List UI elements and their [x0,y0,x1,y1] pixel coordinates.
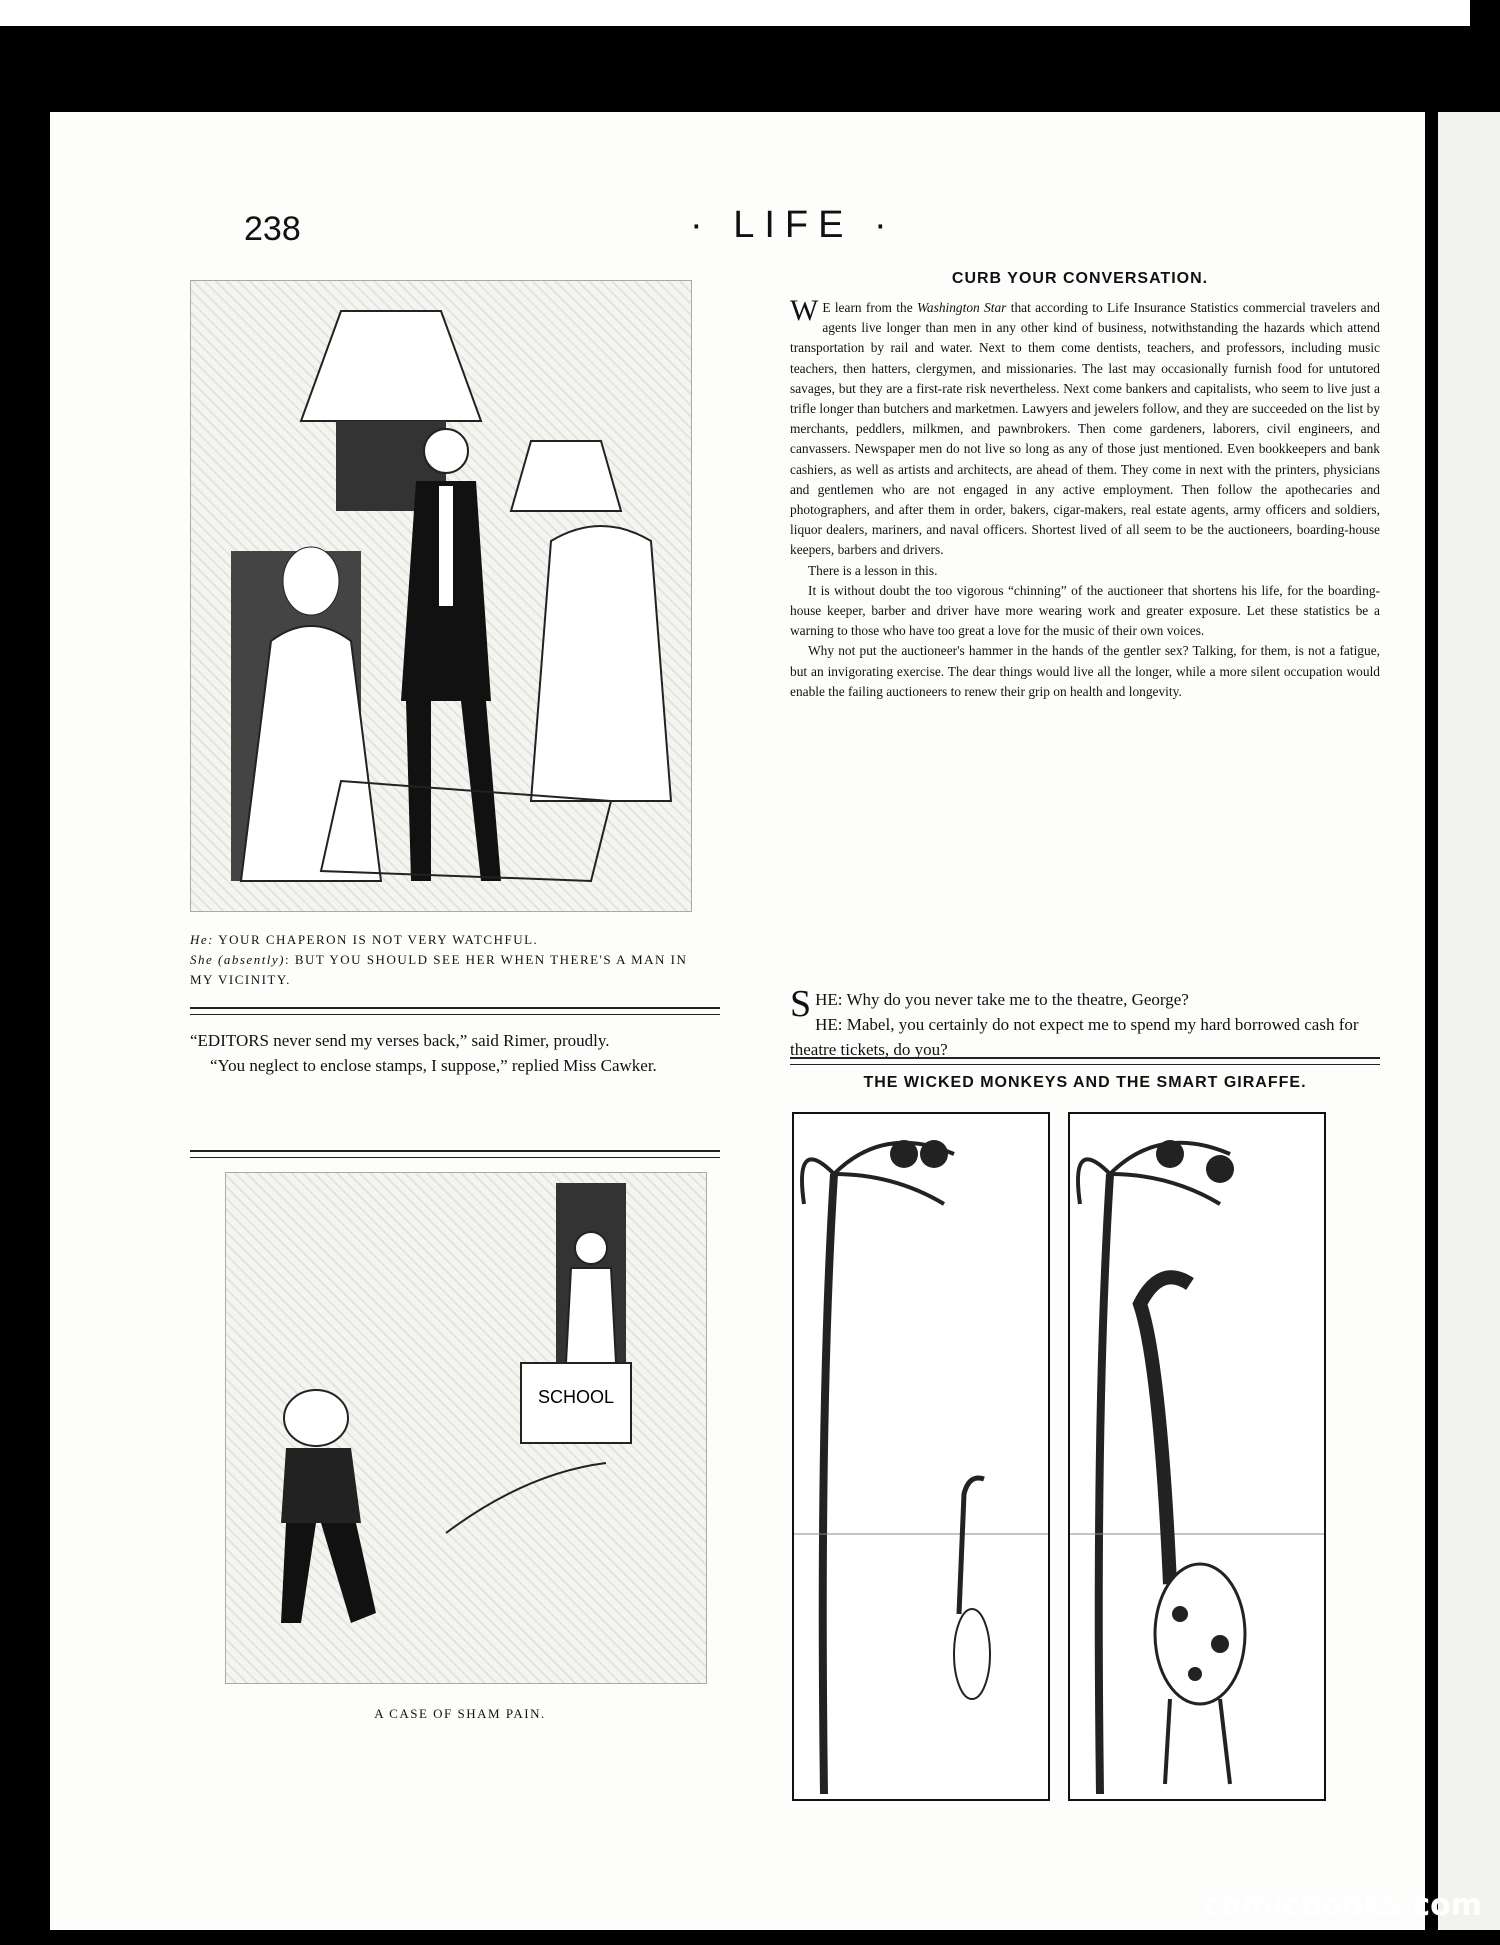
caption-she-line [190,950,690,990]
parlor-illustration [190,280,692,912]
caption-he-label: He: [190,932,214,947]
panel-2-drawing [1070,1114,1324,1799]
watermark: comicbooks.com [1202,1888,1482,1923]
parlor-caption [190,930,690,990]
article-p1-post: that according to Life Insurance Statistics commercial travelers and agents live longer than men in any other kind of business, notwithstanding the hazards which attend transportation by rail and water. Next to them come dentists, teachers, and professors, including music teachers, then hatters, clergymen, and missionaries. The last may occasionally furnish food for untutored savages, but they are a first-rate risk nevertheless. Next come bankers and capitalists, who seem to live just a trifle longer than butchers and marketmen. Lawyers and jewelers follow, and they are succeeded on the list by merchants, peddlers, milkmen, and pawnbrokers. Then come gardeners, laborers, civil engineers, and canvassers. Newspaper men do not live so long as any of those just mentioned. Even bookkeepers and bank cashiers, as well as artists and architects, are ahead of them. They come in next with the printers, physicians and gentlemen who are not engaged in any active employment. Then follow the apothecaries and photographers, and after them in order, bakers, cigar-makers, real estate agents, army officers and soldiers, liquor dealers, mariners, and naval officers. Shortest lived of all seem to be the auctioneers, boarding-house keepers, barbers and drivers. [790,300,1380,558]
left-divider-2 [190,1150,720,1158]
adjacent-page-edge [0,0,1470,26]
panel-1-drawing [794,1114,1048,1799]
he-line: HE: Mabel, you certainly do not expect me to spend my hard borrowed cash for theatre tickets, do you? [790,1015,1359,1059]
article-source: Washington Star [916,300,1007,315]
caption-she-label: She [190,952,214,967]
magazine-page [50,112,1425,1930]
article-title: CURB YOUR CONVERSATION. [951,270,1209,287]
school-drawing [226,1173,706,1683]
article-paragraph-3: It is without doubt the too vigorous “chinning” of the auctioneer that shortens his life, for the boarding-house keeper, barber and driver have more wearing work and greater exposure. Let these statistics be a warning to those who have too great a love for the music of their own voices. [790,582,1380,639]
comic-title: THE WICKED MONKEYS AND THE SMART GIRAFFE. [863,1074,1307,1091]
right-divider [790,1057,1380,1065]
article-p1-pre: E learn from the [822,300,917,315]
editors-joke-line2: “You neglect to enclose stamps, I suppose,” replied Miss Cawker. [210,1056,657,1075]
parlor-drawing [191,281,691,911]
masthead-title: · LIFE · [690,204,897,246]
caption-she-aside: (absently) [218,952,286,967]
page-number: 238 [244,210,301,248]
left-divider-1 [190,1007,720,1015]
article-paragraph-4: Why not put the auctioneer's hammer in the hands of the gentler sex? Talking, for them, is not a fatigue, but an invigorating exercise. The dear things would live all the longer, while a more silent occupation would enable the failing auctioneers to renew their grip on health and longevity. [790,643,1380,699]
caption-he-text: YOUR CHAPERON IS NOT VERY WATCHFUL. [218,932,539,947]
editors-joke [190,1028,720,1078]
she-line [790,983,1380,1025]
article-paragraph-2: There is a lesson in this. [808,562,938,578]
she-dropcap: S [790,983,812,1025]
comic-panel-1 [792,1112,1050,1801]
editors-joke-line1: “EDITORS never send my verses back,” said Rimer, proudly. [190,1031,610,1050]
she-text: HE: Why do you never take me to the theatre, George? [815,990,1189,1009]
school-sign-text: SCHOOL [537,1387,615,1407]
article-body [790,294,1380,702]
article-dropcap: W [790,294,819,327]
school-illustration [225,1172,707,1684]
comic-panel-2 [1068,1112,1326,1801]
she-he-joke [790,983,1380,1062]
article-paragraph-1 [790,294,1380,561]
school-caption: A CASE OF SHAM PAIN. [374,1706,546,1721]
caption-she-text: : BUT YOU SHOULD SEE HER WHEN THERE'S A MAN IN MY VICINITY. [190,952,688,987]
adjacent-page-right [1438,112,1500,1930]
caption-he-line [190,930,690,950]
